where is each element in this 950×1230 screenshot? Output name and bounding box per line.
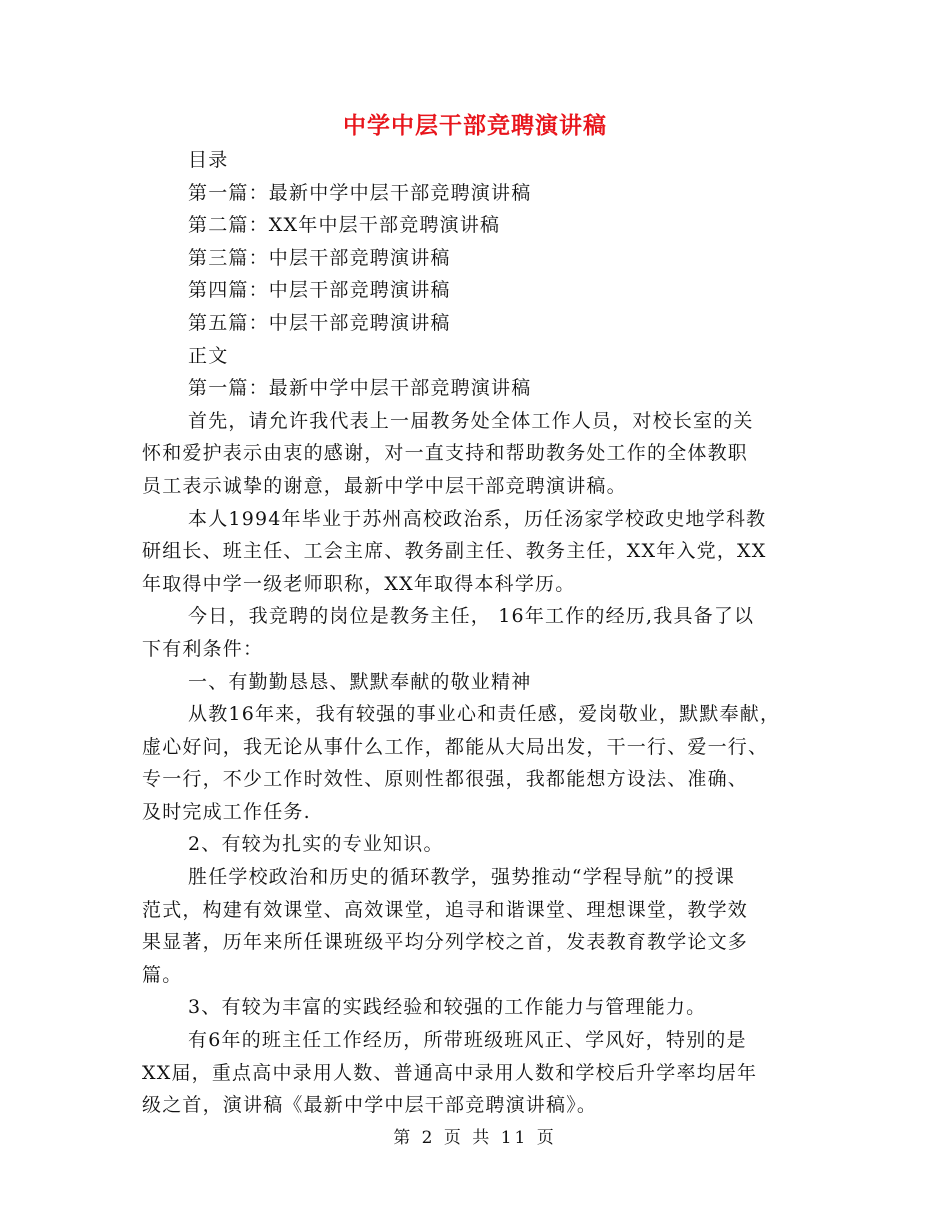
text-line: 及时完成工作任务. xyxy=(142,800,311,823)
text-line: 本人1994年毕业于苏州高校政治系，历任汤家学校政史地学科教 xyxy=(188,507,767,530)
text-line: XX届，重点高中录用人数、普通高中录用人数和学校后升学率均居年 xyxy=(142,1061,758,1084)
text-line: 第一篇：最新中学中层干部竞聘演讲稿 xyxy=(188,181,532,204)
text-line: 怀和爱护表示由衷的感谢，对一直支持和帮助教务处工作的全体教职 xyxy=(142,442,749,465)
text-line: 有6年的班主任工作经历，所带班级班风正、学风好，特别的是 xyxy=(188,1029,747,1052)
text-line: 第一篇：最新中学中层干部竞聘演讲稿 xyxy=(188,377,532,400)
text-line: 专一行，不少工作时效性、原则性都很强，我都能想方设法、准确、 xyxy=(142,768,749,791)
text-line: 首先，请允许我代表上一届教务处全体工作人员，对校长室的关 xyxy=(188,409,754,432)
page-number-footer: 第 2 页 共 11 页 xyxy=(393,1128,557,1148)
text-line: 级之首，演讲稿《最新中学中层干部竞聘演讲稿》。 xyxy=(142,1094,598,1117)
text-line: 篇。 xyxy=(142,963,183,986)
text-line: 胜任学校政治和历史的循环教学，强势推动“学程导航”的授课 xyxy=(188,866,736,889)
text-line: 研组长、班主任、工会主席、教务副主任、教务主任，XX年入党，XX xyxy=(142,540,767,563)
document-title: 中学中层干部竞聘演讲稿 xyxy=(343,113,607,139)
text-line: 今日，我竞聘的岗位是教务主任， 16年工作的经历,我具备了以 xyxy=(188,605,755,628)
text-line: 第二篇：XX年中层干部竞聘演讲稿 xyxy=(188,214,501,237)
text-line: 一、有勤勤恳恳、默默奉献的敬业精神 xyxy=(188,670,532,693)
document-body xyxy=(142,144,810,1122)
text-line: 年取得中学一级老师职称，XX年取得本科学历。 xyxy=(142,572,576,595)
text-line: 3、有较为丰富的实践经验和较强的工作能力与管理能力。 xyxy=(188,996,707,1019)
text-line: 虚心好问，我无论从事什么工作，都能从大局出发，干一行、爱一行、 xyxy=(142,735,769,758)
text-line: 正文 xyxy=(188,344,229,367)
text-line: 2、有较为扎实的专业知识。 xyxy=(188,833,444,856)
text-line: 第四篇：中层干部竞聘演讲稿 xyxy=(188,279,451,302)
text-line: 员工表示诚挚的谢意，最新中学中层干部竞聘演讲稿。 xyxy=(142,474,627,497)
text-line: 范式，构建有效课堂、高效课堂，追寻和谐课堂、理想课堂，教学效 xyxy=(142,898,749,921)
text-line: 目录 xyxy=(188,149,229,171)
text-line: 下有利条件： xyxy=(142,637,264,660)
text-line: 第三篇：中层干部竞聘演讲稿 xyxy=(188,246,451,269)
text-line: 从教16年来，我有较强的事业心和责任感，爱岗敬业，默默奉献， xyxy=(188,703,781,726)
text-line: 果显著，历年来所任课班级平均分列学校之首，发表教育教学论文多 xyxy=(142,931,749,954)
text-line: 第五篇：中层干部竞聘演讲稿 xyxy=(188,311,451,334)
